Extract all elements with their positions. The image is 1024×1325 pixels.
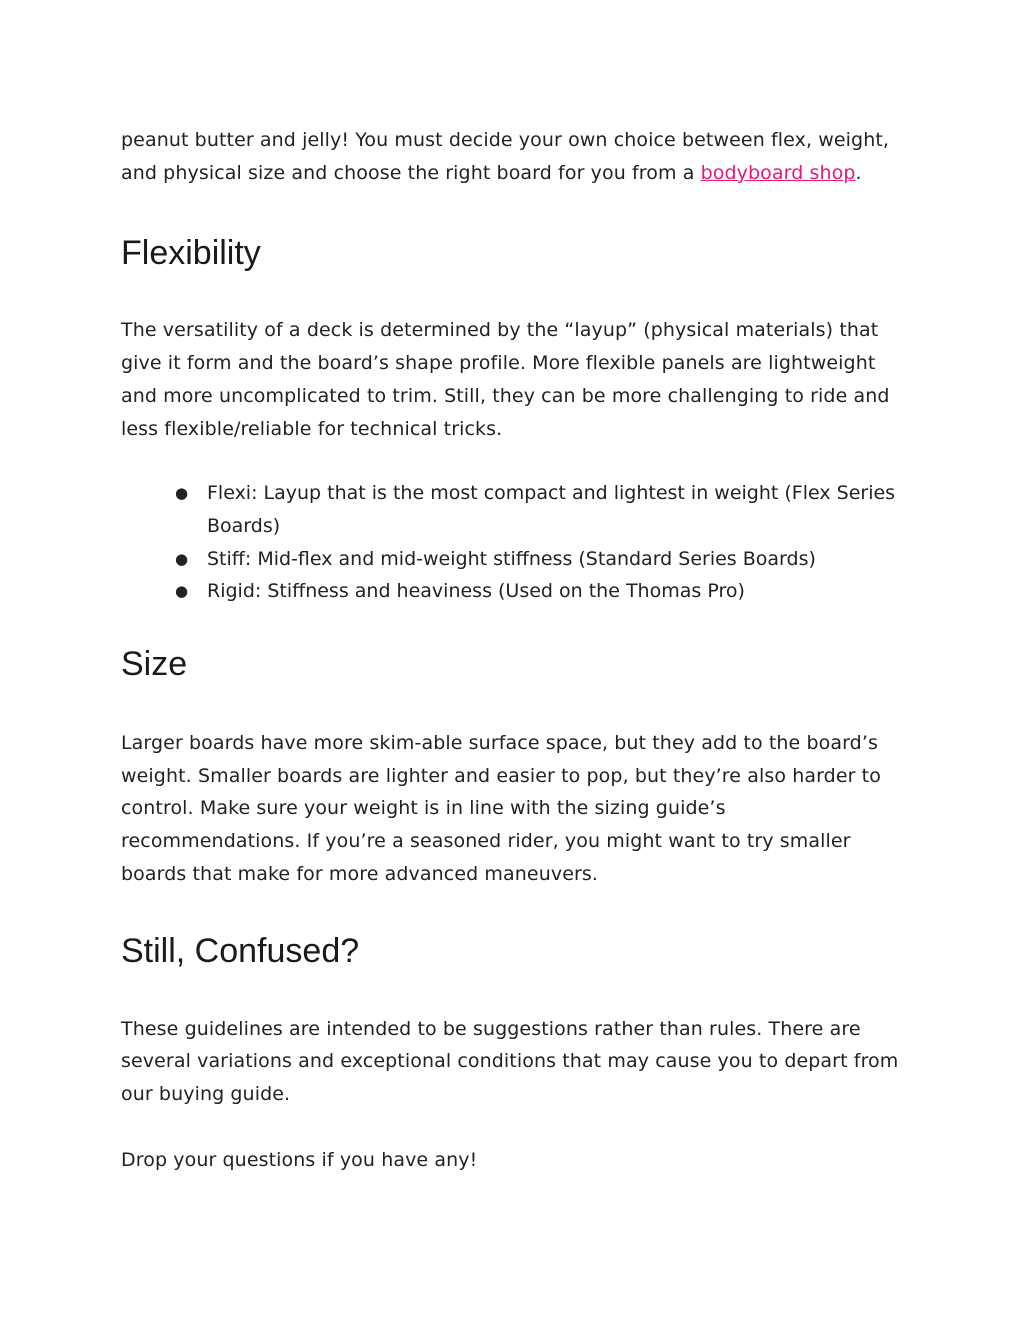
list-item-text: Stiff: Mid-flex and mid-weight stiffness (Standard Series Boards) [207, 547, 816, 570]
bullet-icon: ● [175, 582, 189, 601]
flexibility-list [121, 477, 911, 608]
size-paragraph: Larger boards have more skim-able surface space, but they add to the board’s weight. Smaller boards are lighter and easier to pop, but they’re also harder to control. Make sure your weight is in line with the sizing guide’s recommendations. If you’re a seasoned rider, you might want to try smaller boards that make for more advanced maneuvers. [121, 732, 881, 885]
intro-text-end: . [855, 161, 862, 184]
list-item [121, 575, 911, 608]
still-confused-paragraph: These guidelines are intended to be suggestions rather than rules. There are several variations and exceptional conditions that may cause you to depart from our buying guide. [121, 1017, 899, 1105]
list-item-text: Rigid: Stiffness and heaviness (Used on the Thomas Pro) [207, 580, 745, 603]
list-item-text: Flexi: Layup that is the most compact and lightest in weight (Flex Series Boards) [207, 482, 896, 537]
heading-still-confused: Still, Confused? [121, 931, 360, 970]
closing-paragraph: Drop your questions if you have any! [121, 1148, 478, 1171]
bullet-icon: ● [175, 484, 189, 503]
heading-flexibility: Flexibility [121, 234, 261, 273]
bullet-icon: ● [175, 549, 189, 568]
intro-paragraph [121, 124, 911, 189]
heading-size: Size [121, 645, 188, 684]
flexibility-paragraph: The versatility of a deck is determined by the “layup” (physical materials) that give it form and the board’s shape profile. More flexible panels are lightweight and more uncomplicated to trim. Still, they can be more challenging to ride and less flexible/reliable for technical tricks. [121, 319, 890, 440]
list-item [121, 477, 911, 542]
article-body [121, 124, 911, 1176]
bodyboard-shop-link[interactable]: bodyboard shop [700, 161, 856, 184]
list-item [121, 543, 911, 576]
intro-text: peanut butter and jelly! You must decide your own choice between flex, weight, and physical size and choose the right board for you from a [121, 129, 890, 184]
